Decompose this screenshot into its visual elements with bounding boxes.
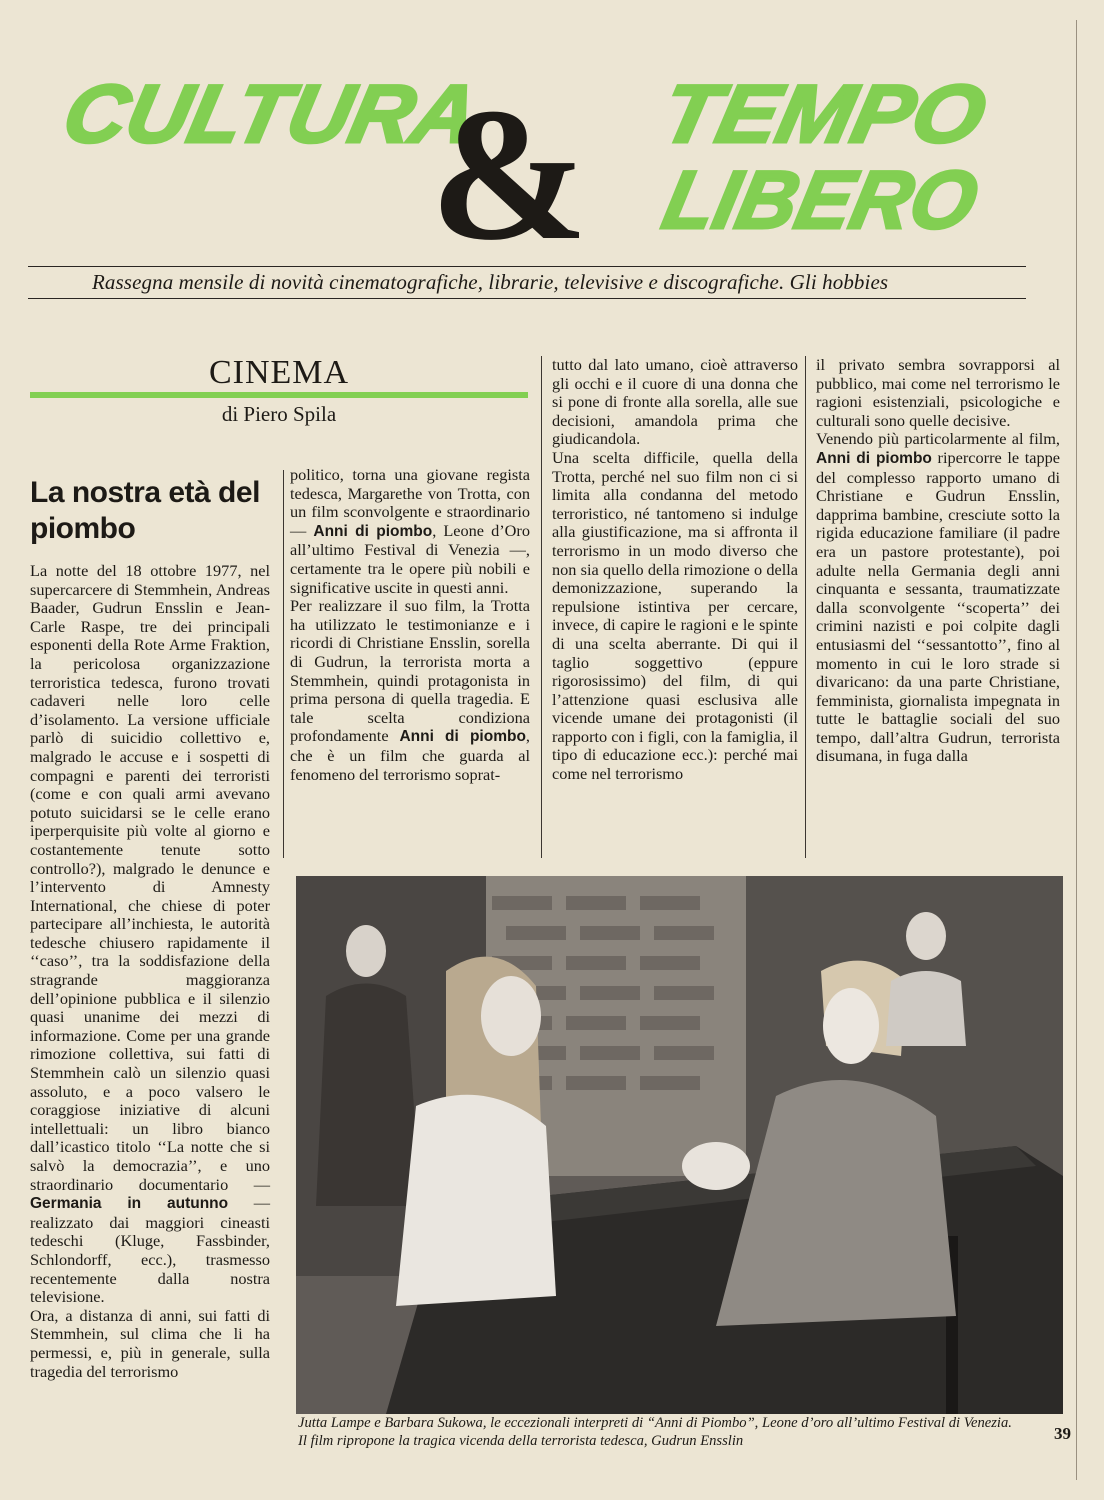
bold-title: Anni di piombo	[816, 449, 932, 467]
paragraph	[290, 466, 530, 597]
column-divider	[283, 470, 284, 858]
section-green-bar	[30, 392, 528, 398]
article-column-3	[552, 356, 798, 784]
paragraph	[290, 597, 530, 784]
masthead-word-cultura: CULTURA	[56, 67, 466, 160]
masthead-word-libero: LIBERO	[655, 153, 986, 246]
text-run: Per realizzare il suo film, la Trotta ha utilizzato le testimonianze e i ricordi di Christiane Ensslin, sorella di Gudrun, la terrorista morta a Stemmhein, quindi protagonista in prima persona di quella tragedia. E tale scelta condiziona profondamente	[290, 596, 530, 746]
section-title: CINEMA	[208, 354, 350, 391]
page-number: 39	[1054, 1424, 1071, 1443]
column-divider	[805, 356, 806, 858]
column-divider	[541, 356, 542, 858]
subtitle-bottom-rule	[28, 298, 1026, 299]
subtitle: Rassegna mensile di novità cinematografiche, librarie, televisive e discografiche. Gli hobbies	[92, 270, 889, 294]
masthead-word-tempo: TEMPO	[654, 67, 966, 160]
text-run: , Leone d’Oro all’ultimo Festival di Venezia —, certamente tra le opere più nobili e significative uscite in questi anni.	[290, 520, 530, 597]
article-column-4	[816, 356, 1060, 766]
text-run: La notte del 18 ottobre 1977, nel supercarcere di Stemmhein, Andreas Baader, Gudrun Ensslin e Jean-Carle Raspe, tre dei principali esponenti della Rote Arme Fraktion, la pericolosa organizzazione terroristica tedesca, furono trovati cadaveri nelle loro celle d’isolamento. La versione ufficiale parlò di suicidio collettivo e, malgrado le accuse e i sospetti di compagni e parenti dei terroristi (come e con quali armi avevano potuto suicidarsi se le celle erano iperperquisite più volte al giorno e costantemente tenute sotto controllo?), malgrado le denunce e l’intervento di Amnesty International, che chiese di poter partecipare all’inchiesta, le autorità tedesche chiusero rapidamente il ‘‘caso’’, tra la soddisfazione della stragrande maggioranza dell’opinione pubblica e il silenzio quasi unanime dei mezzi di informazione. Come per una grande rimozione collettiva, sui fatti di Stemmhein calò un silenzio quasi assoluto, e a poco valsero le coraggiose iniziative di alcuni intellettuali: un libro bianco dall’icastico titolo ‘‘La notte che si salvò la democrazia’’, e uno straordinario documentario —	[30, 561, 270, 1194]
bold-title: Germania in autunno	[30, 1195, 229, 1213]
bold-title: Anni di piombo	[313, 522, 433, 540]
paragraph: Ora, a distanza di anni, sui fatti di Stemmhein, sul clima che li ha permessi, e, più in generale, sulla tragedia del terrorismo	[30, 1305, 270, 1381]
film-still-photo	[296, 876, 1063, 1414]
paragraph	[816, 430, 1060, 766]
photo-caption: Jutta Lampe e Barbara Sukowa, le eccezionali interpreti di “Anni di Piombo”, Leone d’oro all’ultimo Festival di Venezia. Il film ripropone la tragica vicenda della terrorista tedesca, Gudrun Ensslin	[298, 1415, 1012, 1449]
paragraph: tutto dal lato umano, cioè attraverso gli occhi e il cuore di una donna che si pone di fronte alla sorella, alle sue decisioni, amandola prima che giudicandola.	[552, 355, 798, 449]
article-headline: La nostra età del piombo	[30, 476, 260, 545]
text-run: politico, torna una giovane regista tedesca, Margarethe von Trotta, con un film sconvolgente e straordinario —	[290, 465, 530, 540]
article-column-1	[30, 562, 270, 1381]
article-column-2	[290, 466, 530, 784]
right-margin-rule	[1076, 20, 1077, 1480]
masthead-logo	[0, 0, 1104, 260]
text-run: , che è un film che guarda al fenomeno del terrorismo soprat-	[290, 726, 530, 784]
masthead-ampersand: &	[430, 70, 589, 260]
subtitle-top-rule	[28, 266, 1026, 267]
paragraph	[30, 562, 270, 1307]
byline: di Piero Spila	[221, 402, 337, 426]
text-run: ripercorre le tappe del complesso rapporto umano di Christiane e Gudrun Ensslin, dapprima bambine, cresciute sotto la rigida educazione familiare (il padre era un pastore protestante), poi adulte nella Germania degli anni cinquanta e sessanta, traumatizzate dalla sconvolgente ‘‘scoperta’’ dei crimini nazisti e poi colpite dagli entusiasmi del ‘‘sessantotto’’, fino al momento in cui le loro strade si divaricano: da una parte Christiane, femminista, giornalista impegnata in tutte le battaglie sociali del suo tempo, dall’altra Gudrun, terrorista disumana, in fuga dalla	[816, 447, 1060, 766]
text-run: — realizzato dai maggiori cineasti tedeschi (Kluge, Fassbinder, Schlondorff, ecc.), trasmesso recentemente dalla nostra televisione.	[30, 1193, 271, 1307]
paragraph: il privato sembra sovrapporsi al pubblico, mai come nel terrorismo le ragioni esistenziali, psicologiche e culturali sono quelle decisive.	[816, 355, 1060, 430]
bold-title: Anni di piombo	[399, 728, 526, 746]
paragraph: Una scelta difficile, quella della Trotta, perché nel suo film non ci si limita alla condanna del metodo terroristico, né tantomeno si indulge alla giustificazione, ma si affronta il terrorismo in un modo diverso che non sia quello della rimozione o della demonizzazione, superando la repulsione istintiva per cercare, invece, di capire le ragioni e le spinte di una scelta aberrante. Di qui il taglio soggettivo (eppure rigorosissimo) del film, di qui l’attenzione quasi esclusiva alle vicende umane dei protagonisti (il rapporto con i figli, con la famiglia, il tipo di educazione ecc.): perché mai come nel terrorismo	[552, 447, 798, 784]
text-run: Venendo più particolarmente al film,	[816, 429, 1060, 449]
